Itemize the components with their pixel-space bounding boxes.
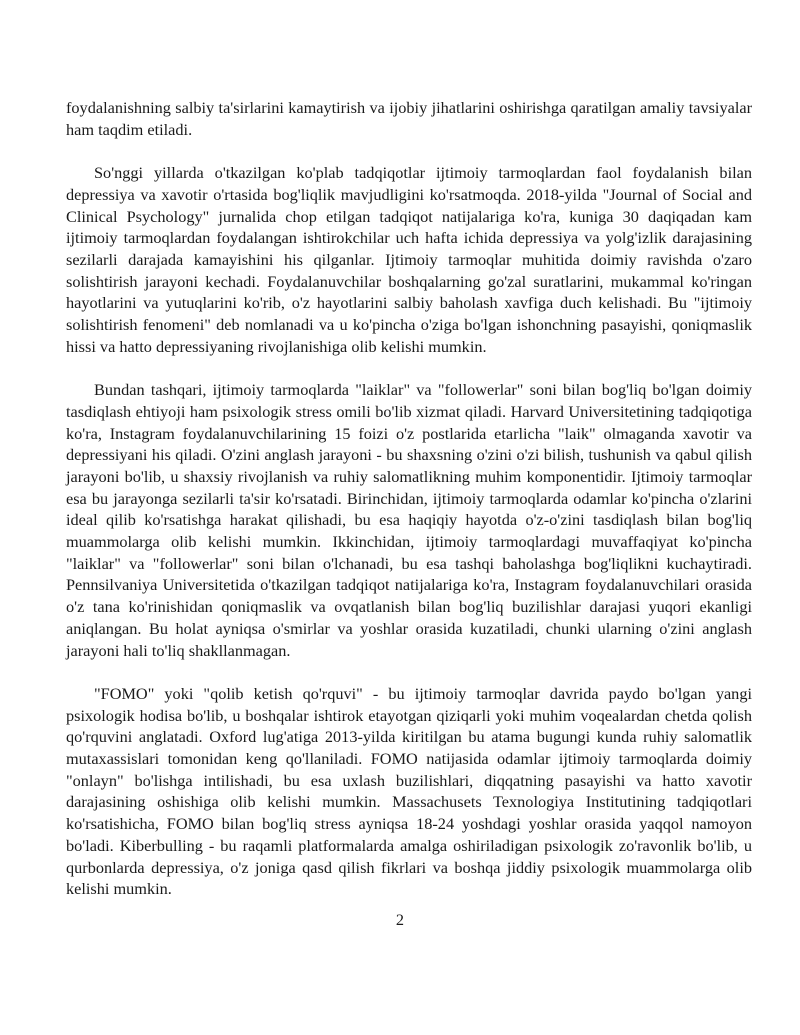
paragraph-validation-self-awareness: Bundan tashqari, ijtimoiy tarmoqlarda "laiklar" va "followerlar" soni bilan bog'liq bo'lgan doimiy tasdiqlash ehtiyoji ham psixologik stress omili bo'lib xizmat qiladi. Harvard Universitetining tadqiqotiga ko'ra, Instagram foydalanuvchilarining 15 foizi o'z postlarida etarlicha "laik" olmaganda xavotir va depressiyani his qiladi. O'zini anglash jarayoni - bu shaxsning o'zini o'zi bilish, tushunish va qabul qilish jarayoni bo'lib, u shaxsiy rivojlanish va ruhiy salomatlikning muhim komponentidir. Ijtimoiy tarmoqlar esa bu jarayonga sezilarli ta'sir ko'rsatadi. Birinchidan, ijtimoiy tarmoqlarda odamlar ko'pincha o'zlarini ideal qilib ko'rsatishga harakat qilishadi, bu esa haqiqiy hayotda o'z-o'zini tasdiqlash bilan bog'liq muammolarga olib kelishi mumkin. Ikkinchidan, ijtimoiy tarmoqlardagi muvaffaqiyat ko'pincha "laiklar" va "followerlar" soni bilan o'lchanadi, bu esa tashqi baholashga bog'liqlikni kuchaytiradi. Pennsilvaniya Universitetida o'tkazilgan tadqiqot natijalariga ko'ra, Instagram foydalanuvchilari orasida o'z tana ko'rinishidan qoniqmaslik va ovqatlanish bilan bog'liq buzilishlar darajasi yuqori ekanligi aniqlangan. Bu holat ayniqsa o'smirlar va yoshlar orasida kuzatiladi, chunki ularning o'zini anglash jarayoni hali to'liq shakllanmagan. bbox=[66, 380, 752, 660]
paragraph-fomo-cyberbullying: "FOMO" yoki "qolib ketish qo'rquvi" - bu ijtimoiy tarmoqlar davrida paydo bo'lgan yangi psixologik hodisa bo'lib, u boshqalar ishtirok etayotgan qiziqarli yoki muhim voqealardan chetda qolish qo'rquvini anglatadi. Oxford lug'atiga 2013-yilda kiritilgan bu atama bugungi kunda ruhiy salomatlik mutaxassislari tomonidan keng qo'llaniladi. FOMO natijasida odamlar ijtimoiy tarmoqlarda doimiy "onlayn" bo'lishga intilishadi, bu esa uxlash buzilishlari, diqqatning pasayishi va hatto xavotir darajasining oshishiga olib kelishi mumkin. Massachusets Texnologiya Institutining tadqiqotlari ko'rsatishicha, FOMO bilan bog'liq stress ayniqsa 18-24 yoshdagi yoshlar orasida yaqqol namoyon bo'ladi. Kiberbulling - bu raqamli platformalarda amalga oshiriladigan psixologik zo'ravonlik bo'lib, u qurbonlarda depressiya, o'z joniga qasd qilish fikrlari va boshqa jiddiy psixologik muammolarga olib kelishi mumkin. bbox=[66, 683, 752, 899]
paragraph-depression-anxiety: So'nggi yillarda o'tkazilgan ko'plab tadqiqotlar ijtimoiy tarmoqlardan faol foydalanish bilan depressiya va xavotir o'rtasida bog'liqlik mavjudligini ko'rsatmoqda. 2018-yilda "Journal of Social and Clinical Psychology" jurnalida chop etilgan tadqiqot natijalariga ko'ra, kuniga 30 daqiqadan kam ijtimoiy tarmoqlardan foydalangan ishtirokchilar uch hafta ichida depressiya va yolg'izlik darajasining sezilarli darajada kamayishini his qilganlar. Ijtimoiy tarmoqlar muhitida doimiy ravishda o'zaro solishtirish jarayoni kechadi. Foydalanuvchilar boshqalarning go'zal suratlarini, mukammal ko'ringan hayotlarini va yutuqlarini ko'rib, o'z hayotlarini salbiy baholash xavfiga duch kelishadi. Bu "ijtimoiy solishtirish fenomeni" deb nomlanadi va u ko'pincha o'ziga bo'lgan ishonchning pasayishi, qoniqmaslik hissi va hatto depressiyaning rivojlanishiga olib kelishi mumkin. bbox=[66, 163, 752, 356]
document-page bbox=[66, 97, 752, 900]
page-number: 2 bbox=[395, 910, 405, 929]
paragraph-continuation: foydalanishning salbiy ta'sirlarini kamaytirish va ijobiy jihatlarini oshirishga qaratilgan amaliy tavsiyalar ham taqdim etiladi. bbox=[66, 98, 752, 139]
